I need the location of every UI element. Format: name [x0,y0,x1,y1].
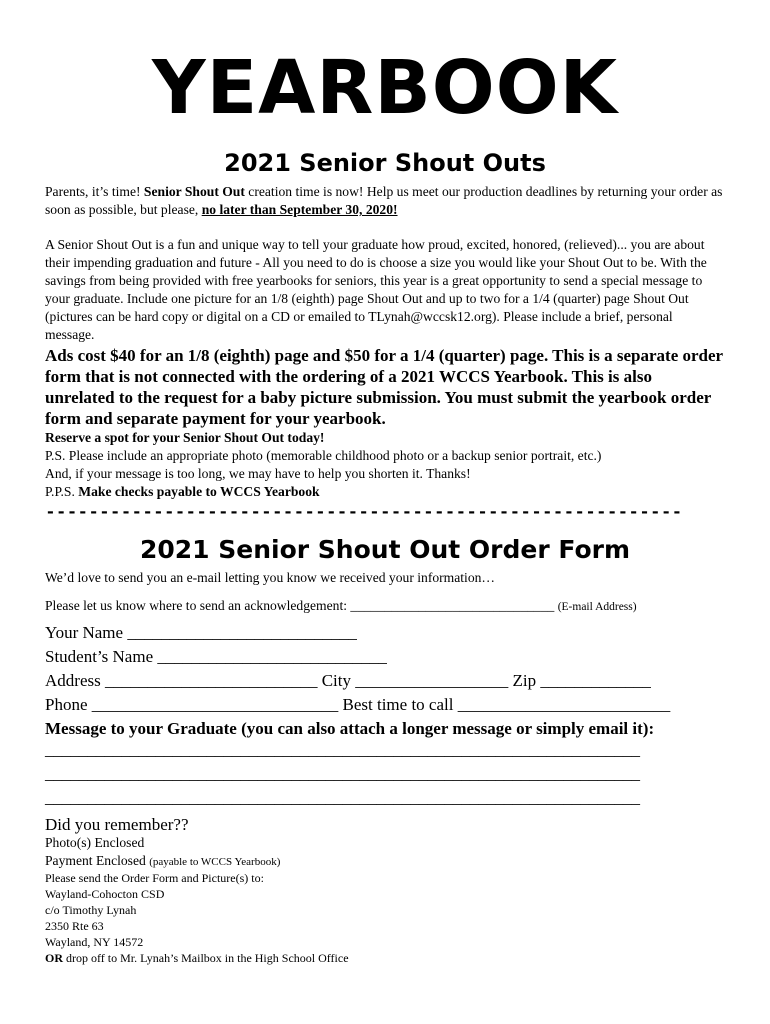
pps-line [45,483,725,501]
address-line: Wayland, NY 14572 [45,935,144,949]
ad-pricing-paragraph: Ads cost $40 for an 1/8 (eighth) page and $50 for a 1/4 (quarter) page. This is a separate order form that is not connected with the ordering of a 2021 WCCS Yearbook. This is also unrelated to the request for a baby picture submission. You must submit the yearbook order form and separate payment for your yearbook. [45,346,723,428]
acknowledgement-email-field[interactable] [45,597,725,616]
your-name-field[interactable]: Your Name ___________________________ [45,623,357,642]
payment-note: (payable to WCCS Yearbook) [149,856,281,868]
address-line: 2350 Rte 63 [45,919,104,933]
intro-p1-bold: Senior Shout Out [143,184,245,199]
ack-label: Please let us know where to send an acknowledgement: ______________________________ [45,598,558,613]
dropoff-text: drop off to Mr. Lynah’s Mailbox in the High School Office [63,951,349,965]
order-form-title: 2021 Senior Shout Out Order Form [139,535,631,564]
photos-enclosed-item: Photo(s) Enclosed [45,835,145,850]
message-line[interactable]: ______________________________________________________________________ [45,764,640,783]
intro-paragraph-1 [45,183,725,219]
message-line[interactable]: ______________________________________________________________________ [45,788,640,807]
page-subtitle: 2021 Senior Shout Outs [224,149,546,177]
cut-line-separator: ----------------------------------------------------------- [45,503,683,523]
long-message-line: And, if your message is too long, we may have to help you shorten it. Thanks! [45,466,471,481]
intro-p1-text-a: Parents, it’s time! [45,184,144,199]
order-form-intro: We’d love to send you an e-mail letting you know we received your information… [45,570,496,585]
address-line: c/o Timothy Lynah [45,903,137,917]
address-city-zip-field[interactable]: Address _________________________ City __________________ Zip _____________ [45,671,651,690]
student-name-field[interactable]: Student’s Name ___________________________ [45,647,387,666]
contact-fields [45,621,735,717]
pps-bold: Make checks payable to WCCS Yearbook [78,484,320,499]
reserve-line: Reserve a spot for your Senior Shout Out today! [45,430,325,445]
deadline-text: no later than September 30, 2020! [201,202,398,217]
message-line[interactable]: ______________________________________________________________________ [45,740,640,759]
checklist [45,834,725,871]
intro-p1-text-c: creation time is now! Help us meet our production deadlines by returning your order as soon as possible, but please, [45,184,723,217]
intro-paragraph-2: A Senior Shout Out is a fun and unique way to tell your graduate how proud, excited, honored, (relieved)... you are about their impending graduation and future - All you need to do is choose a size you would like your Shout Out to be. With the savings from being provided with free yearbooks for seniors, this year is a great opportunity to send a special message to your graduate. Include one picture for an 1/8 (eighth) page Shout Out and up to two for a 1/4 (quarter) page Shout Out (pictures can be hard copy or digital on a CD or emailed to TLynah@wccsk12.org). Please include a brief, personal message. [45,237,707,342]
page-title: YEARBOOK [152,45,618,131]
phone-best-time-field[interactable]: Phone _____________________________ Best time to call _________________________ [45,695,671,714]
message-label: Message to your Graduate (you can also attach a longer message or simply email it): [45,719,655,738]
mailing-address-block [45,870,725,966]
pps-prefix: P.P.S. [45,484,79,499]
message-lines [45,738,735,810]
or-label: OR [45,951,63,965]
address-line: Wayland-Cohocton CSD [45,887,165,901]
checklist-heading: Did you remember?? [45,815,189,834]
send-instructions: Please send the Order Form and Picture(s) to: [45,871,264,885]
payment-label: Payment Enclosed [45,853,150,868]
ack-note: (E-mail Address) [557,601,637,613]
reserve-section [45,429,725,501]
ps-line: P.S. Please include an appropriate photo (memorable childhood photo or a backup senior portrait, etc.) [45,448,602,463]
dropoff-line [45,950,725,966]
payment-enclosed-item [45,852,725,871]
